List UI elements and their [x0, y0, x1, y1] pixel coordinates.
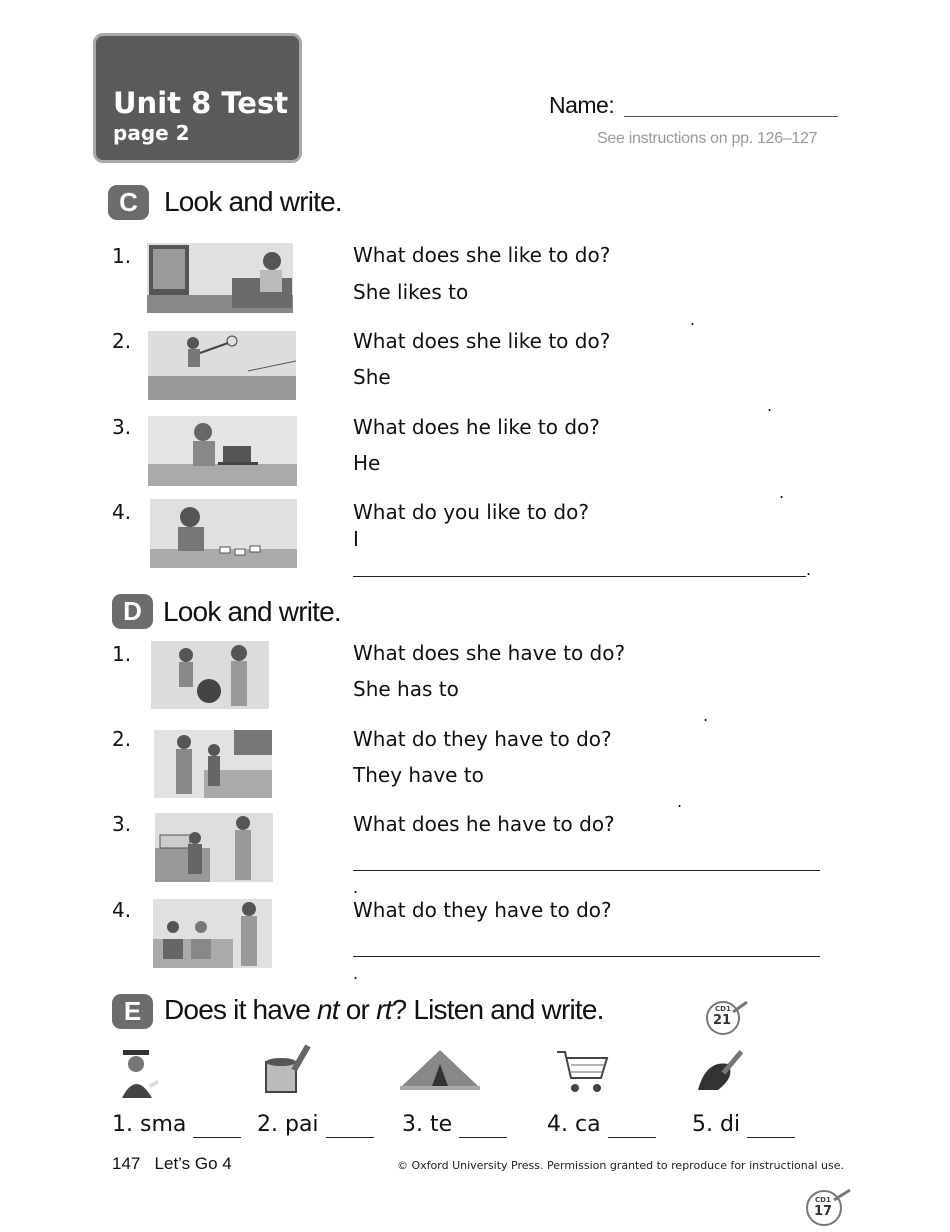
listen-prompt: 3. te [402, 1112, 453, 1137]
item-number: 1. [112, 642, 132, 666]
answer-start: They have to [353, 763, 484, 787]
item-number: 3. [112, 812, 132, 836]
paint-can-icon [262, 1042, 320, 1094]
question-text: What does he have to do? [353, 812, 615, 836]
listen-item-5 [692, 1112, 795, 1138]
section-e-title [164, 994, 604, 1026]
title-rest: ? Listen and write. [391, 994, 604, 1025]
question-text: What does he like to do? [353, 415, 600, 439]
cart-picture [555, 1048, 611, 1096]
period-mark: . [806, 560, 812, 579]
item-number: 4. [112, 898, 132, 922]
item-number: 2. [112, 329, 132, 353]
period-mark: . [690, 310, 696, 329]
tent-icon [400, 1046, 480, 1092]
question-text: What does she have to do? [353, 641, 626, 665]
shopping-cart-icon [555, 1048, 611, 1096]
answer-line[interactable] [353, 956, 820, 957]
listen-prompt: 4. ca [547, 1112, 601, 1137]
cd-track: 17 [814, 1204, 833, 1219]
listen-item-3 [402, 1112, 507, 1138]
unit-title: Unit 8 Test [113, 86, 289, 120]
listen-item-4 [547, 1112, 656, 1138]
title-or: or [338, 994, 377, 1025]
instructions-note: See instructions on pp. 126–127 [597, 130, 818, 147]
listen-prompt: 1. sma [112, 1112, 187, 1137]
picture-wash-dishes [154, 730, 272, 798]
cd-track-21-icon [705, 1000, 751, 1036]
period-mark: . [767, 396, 773, 415]
answer-start: He [353, 451, 381, 475]
paint-picture [262, 1042, 320, 1094]
answer-start: She [353, 365, 391, 389]
book-title: Let’s Go 4 [154, 1154, 232, 1173]
smart-graduate-picture [117, 1046, 162, 1098]
clear-table-illustration [155, 813, 273, 882]
tent-picture [400, 1046, 480, 1092]
period-mark: . [677, 792, 683, 811]
picture-take-out-trash [151, 641, 269, 709]
section-d-title: Look and write. [163, 596, 341, 627]
listen-prompt: 2. pai [257, 1112, 319, 1137]
picture-classroom [153, 899, 272, 968]
picture-girl-watching-tv [147, 243, 293, 313]
dishes-illustration [154, 730, 272, 798]
item-number: 4. [112, 500, 132, 524]
picture-boy-using-laptop [148, 416, 297, 486]
listen-item-2 [257, 1112, 374, 1138]
answer-start: I [353, 527, 359, 551]
section-c-badge: C [108, 185, 149, 220]
item-number: 2. [112, 727, 132, 751]
answer-line[interactable] [353, 576, 806, 577]
footer-page-info [112, 1154, 232, 1174]
period-mark: . [703, 706, 709, 725]
cd-label: CD1 [715, 1005, 731, 1013]
classroom-illustration [153, 899, 272, 968]
tv-scene-illustration [147, 243, 293, 313]
answer-line[interactable] [353, 870, 820, 871]
answer-blank[interactable] [608, 1112, 656, 1138]
shovel-dirt-icon [696, 1046, 752, 1094]
period-mark: . [353, 964, 359, 983]
item-number: 3. [112, 415, 132, 439]
answer-blank[interactable] [193, 1112, 241, 1138]
cd-track: 21 [713, 1013, 732, 1028]
answer-blank[interactable] [747, 1112, 795, 1138]
section-e-badge: E [112, 994, 153, 1029]
picture-girl-playing-badminton [148, 331, 296, 400]
trash-illustration [151, 641, 269, 709]
item-number: 1. [112, 244, 132, 268]
graduate-icon [117, 1046, 162, 1098]
cards-illustration [150, 499, 297, 568]
unit-page: page 2 [113, 121, 190, 145]
cd-label: CD1 [815, 1196, 831, 1204]
question-text: What does she like to do? [353, 329, 611, 353]
listen-item-1 [112, 1112, 241, 1138]
badminton-illustration [148, 331, 296, 400]
period-mark: . [779, 483, 785, 502]
answer-start: She likes to [353, 280, 469, 304]
copyright-notice: © Oxford University Press. Permission granted to reproduce for instructional use. [397, 1159, 845, 1172]
cd-track-17-icon [804, 1188, 854, 1228]
name-field[interactable] [624, 116, 838, 117]
name-label: Name: [549, 92, 615, 118]
listen-prompt: 5. di [692, 1112, 741, 1137]
question-text: What does she like to do? [353, 243, 611, 267]
laptop-illustration [148, 416, 297, 486]
title-text: Does it have [164, 994, 318, 1025]
question-text: What do they have to do? [353, 898, 612, 922]
section-d-badge: D [112, 594, 153, 629]
dirt-picture [696, 1046, 752, 1094]
question-text: What do they have to do? [353, 727, 612, 751]
answer-blank[interactable] [326, 1112, 374, 1138]
title-rt: rt [376, 994, 392, 1025]
page-number: 147 [112, 1154, 141, 1173]
answer-blank[interactable] [459, 1112, 507, 1138]
title-nt: nt [317, 994, 339, 1025]
question-text: What do you like to do? [353, 500, 589, 524]
answer-start: She has to [353, 677, 459, 701]
period-mark: . [353, 878, 359, 897]
picture-clear-dishes [155, 813, 273, 882]
section-c-title: Look and write. [164, 186, 342, 217]
picture-boy-playing-cards [150, 499, 297, 568]
